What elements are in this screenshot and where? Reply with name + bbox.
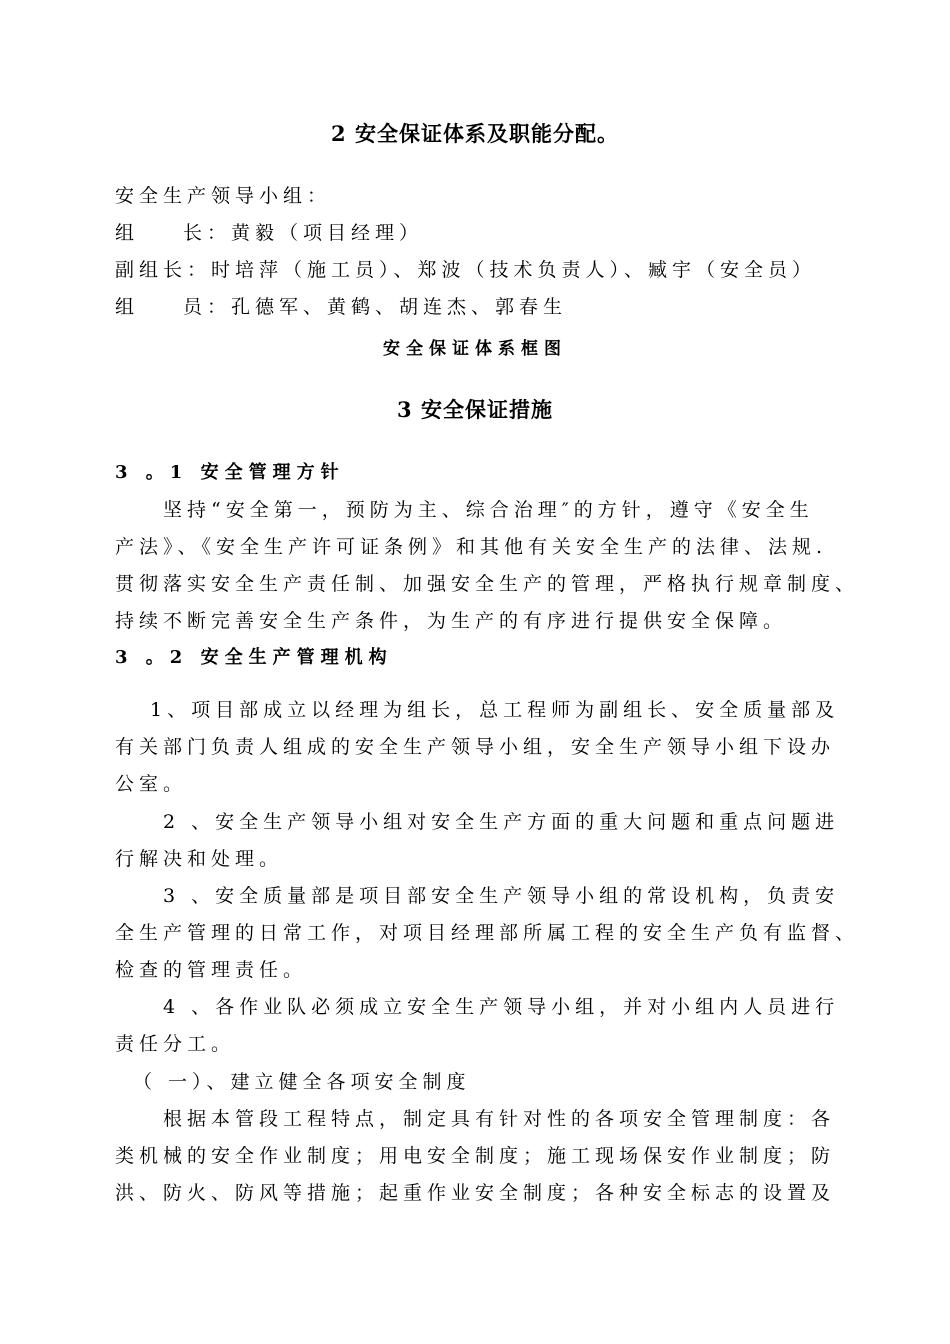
p3-line-1: 3 、安全质量部是项目部安全生产领导小组的常设机构，负责安 [163,885,840,907]
member-line [115,295,855,319]
section-heading-2: 2 安全保证体系及职能分配。 [331,121,619,146]
s31-line-1: 坚持“安全第一，预防为主、综合治理″的方针，遵守《安全生 [163,499,814,521]
s31-line-2: 产法》、《安全生产许可证条例》和其他有关安全生产的法律、法规. [115,536,828,558]
diagram-title: 安全保证体系框图 [383,339,567,359]
leader-value: 黄毅（项目经理） [231,222,424,244]
p4-line-1: 4 、各作业队必须成立安全生产领导小组，并对小组内人员进行 [163,996,840,1018]
member-label-a: 组 [115,296,140,318]
sub1-line-1: 根据本管段工程特点，制定具有针对性的各项安全管理制度：各 [163,1108,836,1130]
p1-line-3: 公室。 [115,773,188,795]
s31-line-4: 持续不断完善安全生产条件，为生产的有序进行提供安全保障。 [115,610,788,632]
sub1-line-3: 洪、防火、防风等措施；起重作业安全制度；各种安全标志的设置及 [115,1182,836,1204]
s31-line-3: 贯彻落实安全生产责任制、加强安全生产的管理，严格执行规章制度、 [115,573,860,595]
p1-line-2: 有关部门负责人组成的安全生产领导小组，安全生产领导小组下设办 [115,736,836,758]
section-3-1-title: 3 。1 安全管理方针 [115,462,345,483]
section-heading-3: 3 安全保证措施 [397,397,553,422]
p2-line-2: 行解决和处理。 [115,848,284,870]
leader-label-b: 长： [183,222,232,244]
member-value: 孔德军、黄鹤、胡连杰、郭春生 [231,296,568,318]
leadership-title: 安全生产领导小组： [115,185,332,207]
deputy-line: 副组长：时培萍（施工员）、郑波（技术负责人）、臧宇（安全员） [115,259,817,281]
p1-line-1: 1、项目部成立以经理为组长，总工程师为副组长、安全质量部及 [150,699,840,721]
section-3-2-title: 3 。2 安全生产管理机构 [115,647,393,668]
subsection-1-title: （ 一）、建立健全各项安全制度 [133,1071,471,1093]
p3-line-2: 全生产管理的日常工作，对项目经理部所属工程的安全生产负有监督、 [115,922,860,944]
p4-line-2: 责任分工。 [115,1033,236,1055]
member-label-b: 员： [183,296,232,318]
leader-label-a: 组 [115,222,140,244]
p3-line-3: 检查的管理责任。 [115,959,308,981]
leader-line [115,221,855,245]
p2-line-1: 2 、安全生产领导小组对安全生产方面的重大问题和重点问题进 [163,811,840,833]
sub1-line-2: 类机械的安全作业制度；用电安全制度；施工现场保安作业制度；防 [115,1145,836,1167]
